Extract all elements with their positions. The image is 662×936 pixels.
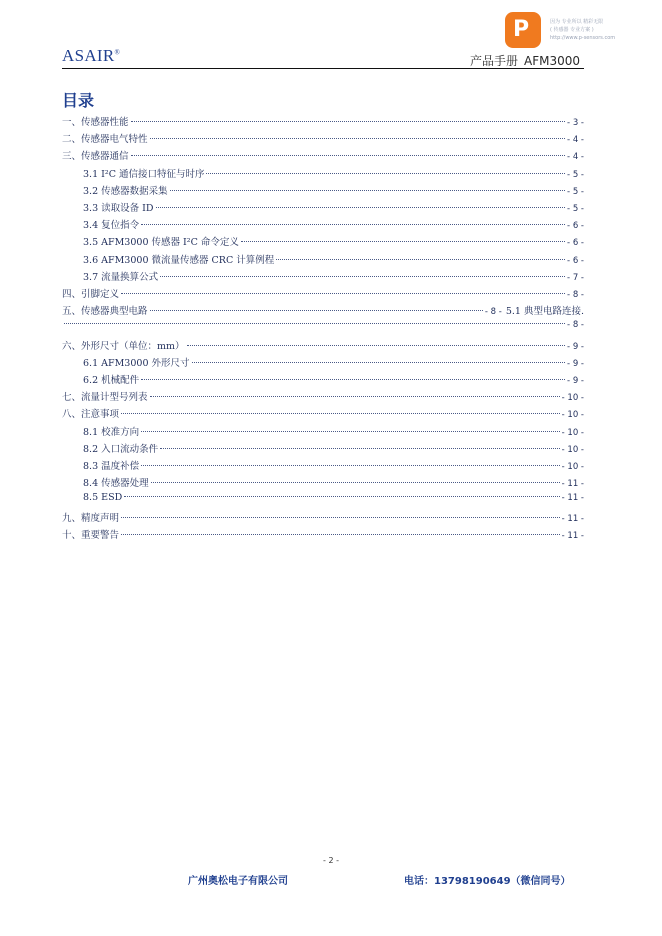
header-divider <box>62 68 584 69</box>
toc-page-number: - 9 - <box>567 358 584 369</box>
toc-leader-dots <box>141 224 565 225</box>
toc-entry-title: 6.1 AFM3000 外形尺寸 <box>83 357 190 369</box>
toc-page-number: - 10 - <box>561 444 584 455</box>
toc-leader-dots <box>156 207 566 208</box>
toc-leader-dots <box>121 534 560 535</box>
logo-watermark-text <box>550 18 632 42</box>
contact-phone: 电话：13798190649（微信同号） <box>404 876 571 887</box>
watermark-line: http://www.p-sensors.com <box>550 35 616 41</box>
toc-page-number: - 7 - <box>567 272 584 283</box>
toc-entry[interactable] <box>83 475 584 492</box>
company-name: 广州奥松电子有限公司 <box>188 876 288 887</box>
toc-page-number: - 5 - <box>567 186 584 197</box>
toc-entry[interactable] <box>62 389 584 406</box>
brand-logo-text <box>62 46 120 66</box>
toc-leader-dots <box>151 482 560 483</box>
toc-entry[interactable] <box>83 441 584 458</box>
toc-leader-dots <box>192 362 566 363</box>
doc-title-text: 产品手册 <box>469 54 518 68</box>
toc-entry[interactable] <box>62 114 584 131</box>
toc-page-number: - 10 - <box>561 393 584 404</box>
toc-entry[interactable] <box>83 166 584 183</box>
toc-page-number: - 8 - <box>484 307 502 318</box>
toc-page-number: - 8 - <box>567 320 584 331</box>
toc-leader-dots <box>206 173 565 174</box>
toc-leader-dots <box>64 323 565 324</box>
toc-entry[interactable] <box>62 286 584 303</box>
toc-entry[interactable] <box>62 320 584 337</box>
toc-page-number: - 9 - <box>567 376 584 386</box>
toc-entry-title: 3.6 AFM3000 微流量传感器 CRC 计算例程 <box>83 254 275 266</box>
toc-entry[interactable] <box>83 269 584 286</box>
toc-leader-dots <box>131 121 566 122</box>
toc-entry[interactable] <box>83 252 584 269</box>
toc-leader-dots <box>121 293 565 294</box>
toc-leader-dots <box>121 413 560 414</box>
toc-entry-title: 七、流量计型号列表 <box>62 392 148 404</box>
toc-heading: 目录 <box>62 91 95 110</box>
toc-entry-title: 8.3 温度补偿 <box>83 461 140 472</box>
toc-page-number: - 5 - <box>567 204 584 214</box>
toc-leader-dots <box>276 259 565 260</box>
toc-entry-title: 3.1 I²C 通信接口特征与时序 <box>83 168 205 180</box>
toc-entry[interactable] <box>83 355 584 372</box>
toc-page-number: - 8 - <box>567 290 584 300</box>
toc-entry[interactable] <box>62 527 584 544</box>
toc-page-number: - 6 - <box>567 238 584 249</box>
brand-name: ASAIR <box>62 46 115 65</box>
toc-leader-dots <box>141 431 560 432</box>
toc-entry[interactable] <box>62 303 584 320</box>
toc-page-number: - 4 - <box>567 152 584 163</box>
toc-page-number: - 11 - <box>561 493 584 504</box>
toc-entry-title: 3.5 AFM3000 传感器 I²C 命令定义 <box>83 237 239 249</box>
toc-entry-title: 6.2 机械配件 <box>83 375 140 386</box>
toc-entry[interactable] <box>83 458 584 475</box>
document-title <box>470 52 580 69</box>
toc-entry-continuation: 5.1 典型电路连接. <box>505 306 584 318</box>
toc-leader-dots <box>141 379 565 380</box>
toc-entry[interactable] <box>62 338 584 355</box>
toc-entry-title: 三、传感器通信 <box>62 151 129 163</box>
toc-entry-title: 8.5 ESD <box>83 492 123 504</box>
page-number: - 2 - <box>323 856 339 865</box>
toc-page-number: - 10 - <box>561 427 584 438</box>
toc-page-number: - 6 - <box>567 255 584 266</box>
toc-page-number: - 10 - <box>561 462 584 472</box>
toc-leader-dots <box>150 138 566 139</box>
toc-entry[interactable] <box>83 424 584 441</box>
toc-page-number: - 11 - <box>561 513 584 524</box>
toc-entry-title: 四、引脚定义 <box>62 289 120 300</box>
toc-page-number: - 10 - <box>561 410 584 421</box>
toc-page-number: - 4 - <box>567 135 584 146</box>
toc-leader-dots <box>150 396 560 397</box>
toc-entry-title: 8.1 校准方向 <box>83 426 140 438</box>
toc-entry[interactable] <box>83 183 584 200</box>
toc-leader-dots <box>187 345 566 346</box>
toc-leader-dots <box>170 190 565 191</box>
toc-page-number: - 11 - <box>561 479 584 490</box>
toc-entry-title: 五、传感器典型电路 <box>62 306 148 318</box>
watermark-line: 因为 专业所以 精彩无限 <box>550 19 604 25</box>
toc-entry[interactable] <box>83 372 584 389</box>
toc-entry[interactable] <box>62 510 584 527</box>
toc-entry-title: 八、注意事项 <box>62 409 120 421</box>
toc-page-number: - 9 - <box>567 341 584 352</box>
toc-entry[interactable] <box>62 148 584 165</box>
model-name: AFM3000 <box>523 54 580 68</box>
toc-entry-title: 8.4 传感器处理 <box>83 478 149 490</box>
toc-leader-dots <box>160 276 565 277</box>
toc-leader-dots <box>241 241 565 242</box>
toc-entry-title: 九、精度声明 <box>62 512 120 524</box>
toc-entry-title: 3.3 读取设备 ID <box>83 203 154 214</box>
toc-leader-dots <box>160 448 560 449</box>
toc-leader-dots <box>150 310 483 311</box>
toc-entry-title: 二、传感器电气特性 <box>62 134 148 146</box>
toc-page-number: - 11 - <box>561 530 584 541</box>
p-logo-icon: P <box>505 12 541 48</box>
toc-entry-title: 六、外形尺寸（单位：mm） <box>62 340 185 352</box>
registered-mark: ® <box>114 48 121 57</box>
toc-entry[interactable] <box>83 492 584 509</box>
toc-page-number: - 3 - <box>567 118 584 128</box>
toc-page-number: - 5 - <box>567 169 584 180</box>
toc-entry-title: 十、重要警告 <box>62 529 120 541</box>
toc-leader-dots <box>131 155 566 156</box>
toc-leader-dots <box>124 496 559 497</box>
toc-entry-title: 3.7 流量换算公式 <box>83 271 159 283</box>
watermark-line: ( 传感器 专业方案 ) <box>550 27 594 33</box>
toc-entry[interactable] <box>62 406 584 423</box>
toc-entry[interactable] <box>62 131 584 148</box>
toc-entry-title: 3.4 复位指令 <box>83 220 140 232</box>
toc-entry[interactable] <box>83 200 584 217</box>
toc-entry[interactable] <box>83 234 584 251</box>
toc-leader-dots <box>121 517 560 518</box>
toc-entry-title: 8.2 入口流动条件 <box>83 443 159 455</box>
toc-page-number: - 6 - <box>567 221 584 232</box>
toc-entry[interactable] <box>83 217 584 234</box>
toc-entry-title: 3.2 传感器数据采集 <box>83 185 168 197</box>
toc-entry-title: 一、传感器性能 <box>62 117 129 128</box>
toc-leader-dots <box>141 465 560 466</box>
